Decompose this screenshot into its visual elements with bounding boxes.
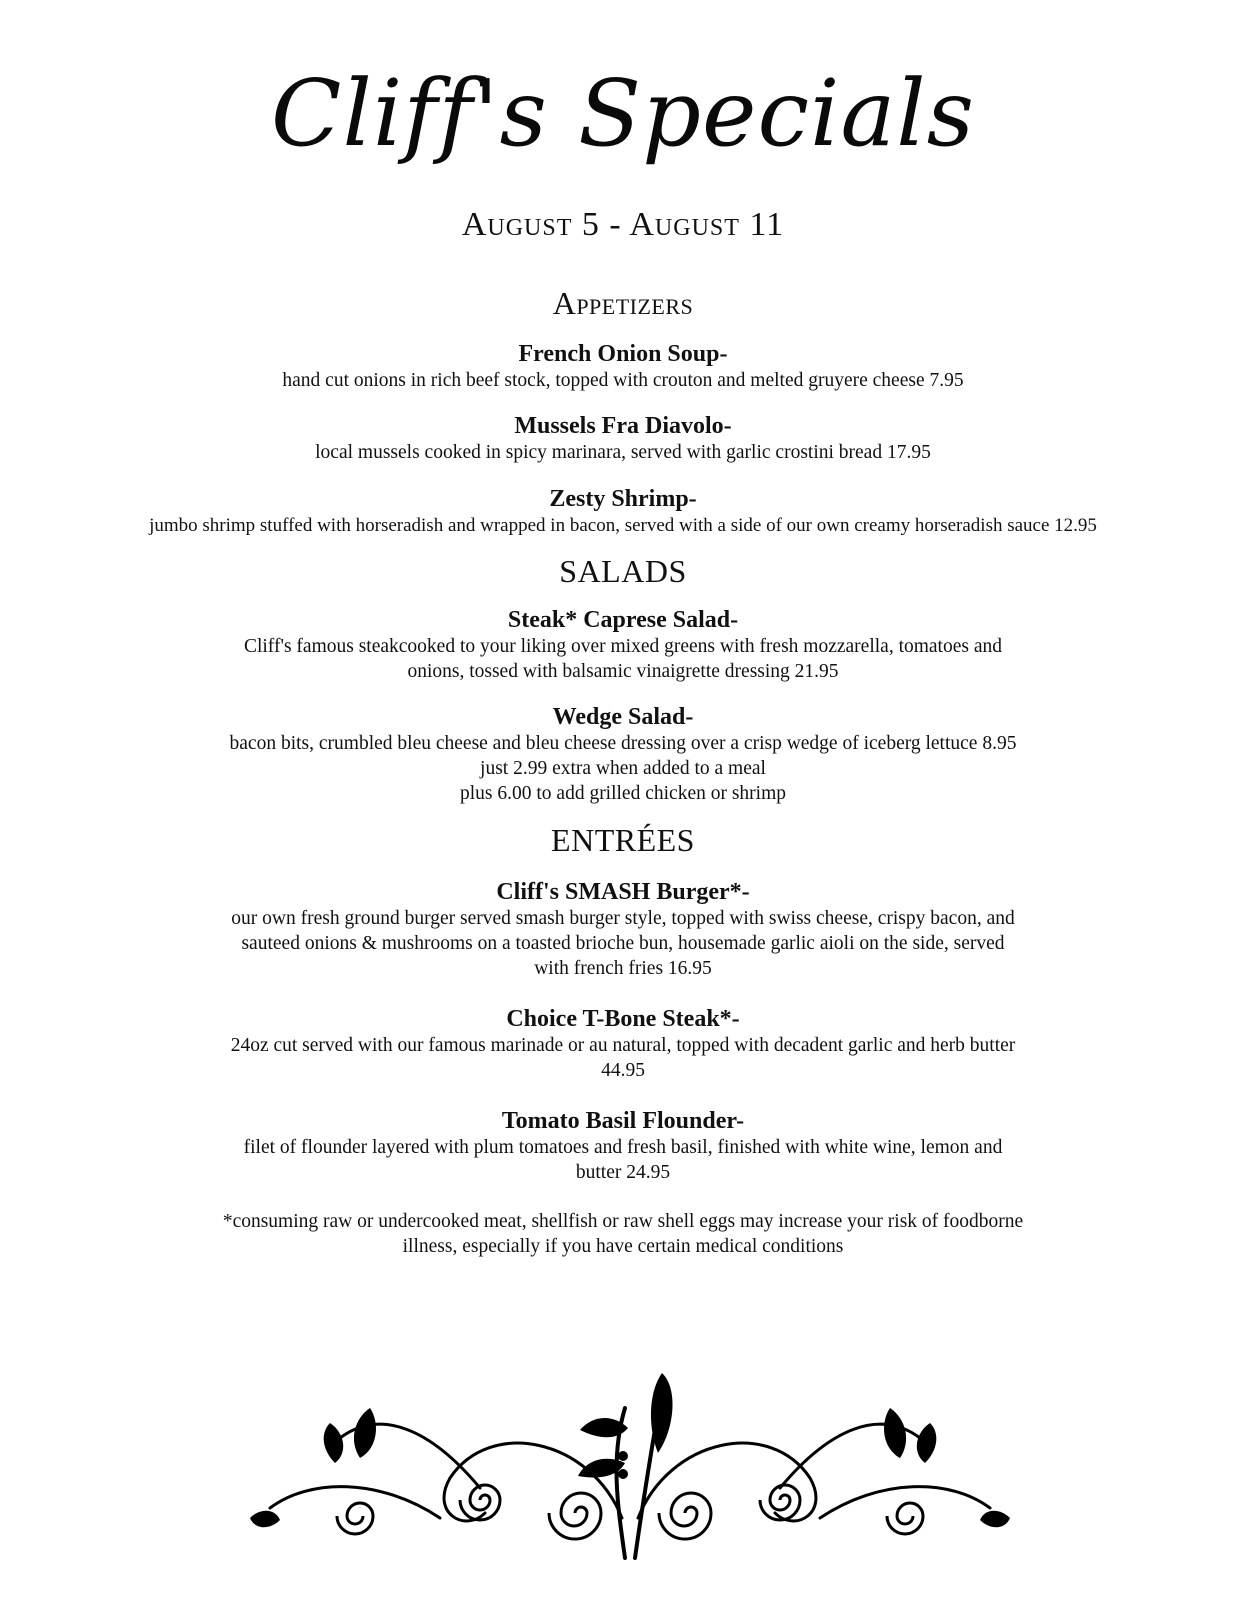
item-description bbox=[40, 513, 1206, 538]
item-description-line: jumbo shrimp stuffed with horseradish and wrapped in bacon, served with a side of our own creamy horseradish sauce 12.95 bbox=[149, 515, 1097, 536]
item-description-line: filet of flounder layered with plum tomatoes and fresh basil, finished with white wine, lemon and bbox=[243, 1137, 1003, 1158]
disclaimer-line: *consuming raw or undercooked meat, shellfish or raw shell eggs may increase your risk of foodborne bbox=[222, 1211, 1024, 1232]
item-name: French Onion Soup- bbox=[518, 341, 728, 367]
menu-item-tomato-basil-flounder bbox=[60, 1107, 1186, 1185]
item-description bbox=[60, 368, 1186, 393]
floral-scroll-ornament-icon bbox=[230, 1368, 1030, 1568]
item-description-line: our own fresh ground burger served smash burger style, topped with swiss cheese, crispy bacon, and bbox=[231, 908, 1015, 929]
menu-item-steak-caprese-salad bbox=[60, 606, 1186, 684]
item-description-line: onions, tossed with balsamic vinaigrette dressing 21.95 bbox=[407, 661, 839, 682]
menu-dates: August 5 - August 11 bbox=[461, 206, 785, 243]
item-name: Mussels Fra Diavolo- bbox=[514, 413, 732, 439]
item-name: Zesty Shrimp- bbox=[549, 486, 697, 512]
item-description-line: sauteed onions & mushrooms on a toasted brioche bun, housemade garlic aioli on the side, served bbox=[241, 933, 1005, 954]
item-name: Tomato Basil Flounder- bbox=[501, 1108, 745, 1134]
item-name: Wedge Salad- bbox=[552, 704, 694, 730]
item-name: Choice T-Bone Steak*- bbox=[506, 1006, 740, 1032]
section-heading-entrees: ENTRÉES bbox=[551, 822, 695, 858]
item-description-line: Cliff's famous steakcooked to your liking over mixed greens with fresh mozzarella, tomatoes and bbox=[243, 636, 1003, 657]
item-description bbox=[60, 440, 1186, 465]
foodborne-illness-disclaimer bbox=[0, 1209, 1246, 1259]
item-description bbox=[60, 634, 1186, 684]
menu-title: Cliff's Specials bbox=[271, 60, 975, 167]
menu-item-wedge-salad bbox=[60, 703, 1186, 806]
menu-item-mussels-fra-diavolo bbox=[60, 412, 1186, 465]
item-description bbox=[60, 731, 1186, 806]
menu-item-t-bone-steak bbox=[60, 1005, 1186, 1083]
item-description bbox=[60, 906, 1186, 981]
menu-item-zesty-shrimp bbox=[40, 485, 1206, 538]
item-description bbox=[60, 1135, 1186, 1185]
item-description-line: bacon bits, crumbled bleu cheese and bleu cheese dressing over a crisp wedge of iceberg lettuce 8.95 bbox=[229, 733, 1017, 754]
section-heading-salads: SALADS bbox=[559, 553, 687, 589]
menu-item-smash-burger bbox=[60, 878, 1186, 981]
item-description-line: hand cut onions in rich beef stock, topped with crouton and melted gruyere cheese 7.95 bbox=[282, 370, 964, 391]
disclaimer-line: illness, especially if you have certain medical conditions bbox=[402, 1236, 844, 1257]
item-description-line: just 2.99 extra when added to a meal bbox=[480, 758, 766, 779]
item-description-line: 44.95 bbox=[601, 1060, 645, 1081]
item-description-line: plus 6.00 to add grilled chicken or shrimp bbox=[459, 783, 787, 804]
item-description-line: 24oz cut served with our famous marinade or au natural, topped with decadent garlic and herb butter bbox=[230, 1035, 1016, 1056]
item-description-line: butter 24.95 bbox=[575, 1162, 671, 1183]
section-heading-appetizers: Appetizers bbox=[552, 285, 694, 321]
item-description-line: local mussels cooked in spicy marinara, served with garlic crostini bread 17.95 bbox=[315, 442, 931, 463]
item-name: Steak* Caprese Salad- bbox=[507, 607, 739, 633]
menu-item-french-onion-soup bbox=[60, 340, 1186, 393]
item-name: Cliff's SMASH Burger*- bbox=[496, 879, 750, 905]
item-description-line: with french fries 16.95 bbox=[534, 958, 712, 979]
item-description bbox=[60, 1033, 1186, 1083]
